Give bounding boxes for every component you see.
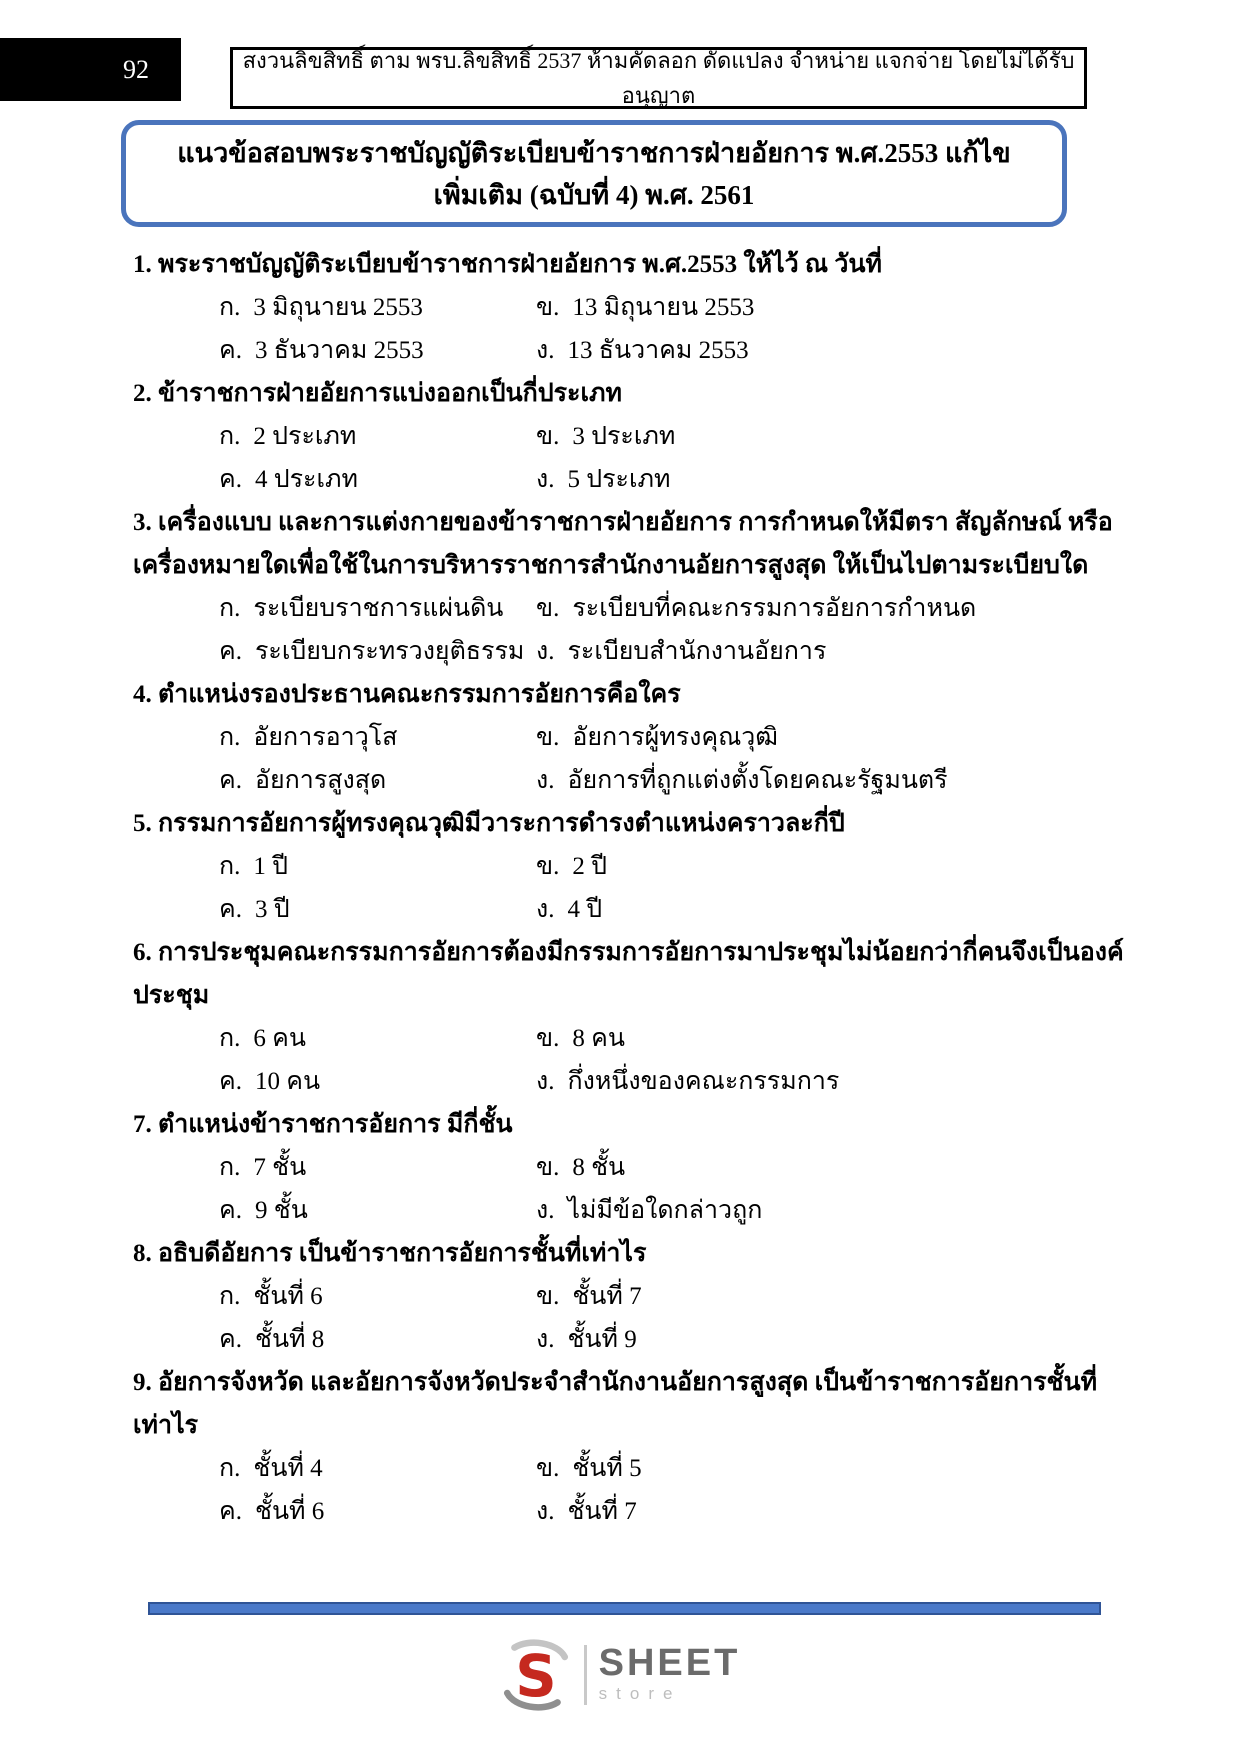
option-label: ค. [219,1326,242,1353]
option [219,1060,536,1103]
copyright-notice-box [230,47,1087,109]
page-number: 92 [123,54,149,84]
option-label: ก. [219,1283,241,1310]
question-block [133,1103,1125,1232]
question-text: 7. ตำแหน่งข้าราชการอัยการ มีกี่ชั้น [133,1111,513,1138]
option-text: 3 ประเภท [572,423,676,450]
option [536,630,1125,673]
option [536,1447,1125,1490]
logo-divider [584,1645,587,1705]
footer-divider-line [148,1602,1101,1615]
option [536,286,1125,329]
option-label: ข. [536,595,560,622]
option-label: ข. [536,853,560,880]
option-text: ไม่มีข้อใดกล่าวถูก [567,1197,763,1224]
option-text: ชั้นที่ 4 [253,1455,323,1482]
option-label: ง. [536,1197,555,1224]
option [219,1189,536,1232]
option [536,329,1125,372]
logo-wordmark [599,1644,741,1706]
option-text: 7 ชั้น [253,1154,307,1181]
question-options [219,1447,1125,1533]
option [219,329,536,372]
question-block [133,1232,1125,1361]
question-text: 3. เครื่องแบบ และการแต่งกายของข้าราชการฝ่ายอัยการ การกำหนดให้มีตรา สัญลักษณ์ หรือ เครื่องหมายใดเพื่อใช้ในการบริหารราชการสำนักงานอัยการสูงสุด ให้เป็นไปตามระเบียบใด [133,509,1113,579]
option [536,845,1125,888]
option [536,1060,1125,1103]
option [219,458,536,501]
option-text: 9 ชั้น [254,1197,308,1224]
logo-s-glyph: S [514,1642,557,1710]
option [219,1490,536,1533]
option [219,845,536,888]
option-label: ก. [219,724,241,751]
sheet-store-logo [0,1634,1240,1716]
question-options [219,415,1125,501]
option [219,888,536,931]
option-label: ง. [536,466,555,493]
option [536,1275,1125,1318]
question-text: 6. การประชุมคณะกรรมการอัยการต้องมีกรรมการอัยการมาประชุมไม่น้อยกว่ากี่คนจึงเป็นองค์ประชุม [133,939,1124,1009]
option-text: 3 ธันวาคม 2553 [254,337,424,364]
option-label: ง. [536,1326,555,1353]
exam-title: แนวข้อสอบพระราชบัญญัติระเบียบข้าราชการฝ่ายอัยการ พ.ศ.2553 แก้ไขเพิ่มเติม (ฉบับที่ 4) พ.ศ. 2561 [177,137,1011,210]
option-text: 13 มิถุนายน 2553 [572,294,755,321]
option-label: ง. [536,896,555,923]
option [219,1318,536,1361]
option-text: อัยการผู้ทรงคุณวุฒิ [572,724,778,751]
exam-title-box [121,120,1067,227]
question-options [219,845,1125,931]
option [536,716,1125,759]
question-block [133,1361,1125,1533]
option-label: ง. [536,337,555,364]
question-options [219,716,1125,802]
option-text: 2 ประเภท [253,423,357,450]
option-text: ชั้นที่ 7 [572,1283,642,1310]
option-text: 3 มิถุนายน 2553 [253,294,423,321]
option-label: ข. [536,1455,560,1482]
copyright-text: สงวนลิขสิทธิ์ ตาม พรบ.ลิขสิทธิ์ 2537 ห้ามคัดลอก ดัดแปลง จำหน่าย แจกจ่าย โดยไม่ได้รับอนุญาต [242,48,1075,108]
question-options [219,1146,1125,1232]
option-text: ระเบียบราชการแผ่นดิน [253,595,504,622]
option-label: ข. [536,423,560,450]
option-label: ค. [219,337,242,364]
option-text: 2 ปี [572,853,607,880]
option-label: ก. [219,294,241,321]
question-text: 1. พระราชบัญญัติระเบียบข้าราชการฝ่ายอัยการ พ.ศ.2553 ให้ไว้ ณ วันที่ [133,251,882,278]
option-text: 8 ชั้น [572,1154,626,1181]
option-label: ค. [219,1197,242,1224]
option [219,1146,536,1189]
option-text: 10 คน [254,1068,321,1095]
option-label: ข. [536,1283,560,1310]
option [219,630,536,673]
option-text: ระเบียบกระทรวงยุติธรรม [254,638,525,665]
option [219,759,536,802]
question-block [133,802,1125,931]
option-label: ค. [219,638,242,665]
question-options [219,587,1125,673]
option [219,286,536,329]
option [536,1146,1125,1189]
question-options [219,1275,1125,1361]
option-text: ชั้นที่ 6 [253,1283,323,1310]
option-label: ก. [219,853,241,880]
option-label: ข. [536,1025,560,1052]
option-text: ชั้นที่ 7 [567,1498,637,1525]
option [536,1189,1125,1232]
option-label: ง. [536,767,555,794]
option-label: ค. [219,1498,242,1525]
option-label: ข. [536,294,560,321]
option-text: 6 คน [253,1025,306,1052]
option-label: ก. [219,423,241,450]
option-label: ค. [219,466,242,493]
option-text: อัยการอาวุโส [253,724,398,751]
option-text: ชั้นที่ 9 [567,1326,637,1353]
option-label: ก. [219,1025,241,1052]
option-text: อัยการที่ถูกแต่งตั้งโดยคณะรัฐมนตรี [567,767,948,794]
option-text: 13 ธันวาคม 2553 [567,337,749,364]
option-text: 3 ปี [254,896,290,923]
option-text: กึ่งหนึ่งของคณะกรรมการ [567,1068,840,1095]
option-label: ข. [536,1154,560,1181]
option [536,888,1125,931]
option-text: ระเบียบที่คณะกรรมการอัยการกำหนด [572,595,977,622]
logo-sheet-text: SHEET [598,1642,741,1684]
question-options [219,286,1125,372]
option [219,1447,536,1490]
option [219,1275,536,1318]
option-label: ง. [536,1068,555,1095]
question-text: 2. ข้าราชการฝ่ายอัยการแบ่งออกเป็นกี่ประเภท [133,380,622,407]
logo-s-icon [500,1634,572,1716]
option [536,587,1125,630]
option [536,1017,1125,1060]
question-block [133,673,1125,802]
page-number-box [0,38,181,101]
question-block [133,931,1125,1103]
option-label: ค. [219,767,242,794]
question-block [133,243,1125,372]
logo-store-text: store [598,1684,682,1703]
option-label: ก. [219,1154,241,1181]
option [536,1490,1125,1533]
option-text: ระเบียบสำนักงานอัยการ [567,638,827,665]
option [536,1318,1125,1361]
option [536,458,1125,501]
option-label: ก. [219,595,241,622]
option-text: ชั้นที่ 5 [572,1455,642,1482]
option-label: ค. [219,896,242,923]
option-text: 5 ประเภท [567,466,671,493]
option [536,759,1125,802]
question-text: 8. อธิบดีอัยการ เป็นข้าราชการอัยการชั้นที่เท่าไร [133,1240,647,1267]
question-options [219,1017,1125,1103]
option [219,587,536,630]
question-text: 4. ตำแหน่งรองประธานคณะกรรมการอัยการคือใคร [133,681,681,708]
question-list [133,243,1125,1533]
option-label: ก. [219,1455,241,1482]
question-block [133,372,1125,501]
option-label: ง. [536,638,555,665]
question-text: 5. กรรมการอัยการผู้ทรงคุณวุฒิมีวาระการดำรงตำแหน่งคราวละกี่ปี [133,810,845,837]
option-text: 4 ประเภท [254,466,358,493]
option-label: ค. [219,1068,242,1095]
option-label: ข. [536,724,560,751]
option-label: ง. [536,1498,555,1525]
option [536,415,1125,458]
option-text: 1 ปี [253,853,289,880]
option [219,415,536,458]
option-text: อัยการสูงสุด [254,767,387,794]
option-text: ชั้นที่ 8 [254,1326,325,1353]
question-text: 9. อัยการจังหวัด และอัยการจังหวัดประจำสำนักงานอัยการสูงสุด เป็นข้าราชการอัยการชั้นที่เท่าไร [133,1369,1098,1439]
option [219,716,536,759]
option [219,1017,536,1060]
question-block [133,501,1125,673]
option-text: ชั้นที่ 6 [254,1498,325,1525]
option-text: 4 ปี [567,896,603,923]
option-text: 8 คน [572,1025,625,1052]
